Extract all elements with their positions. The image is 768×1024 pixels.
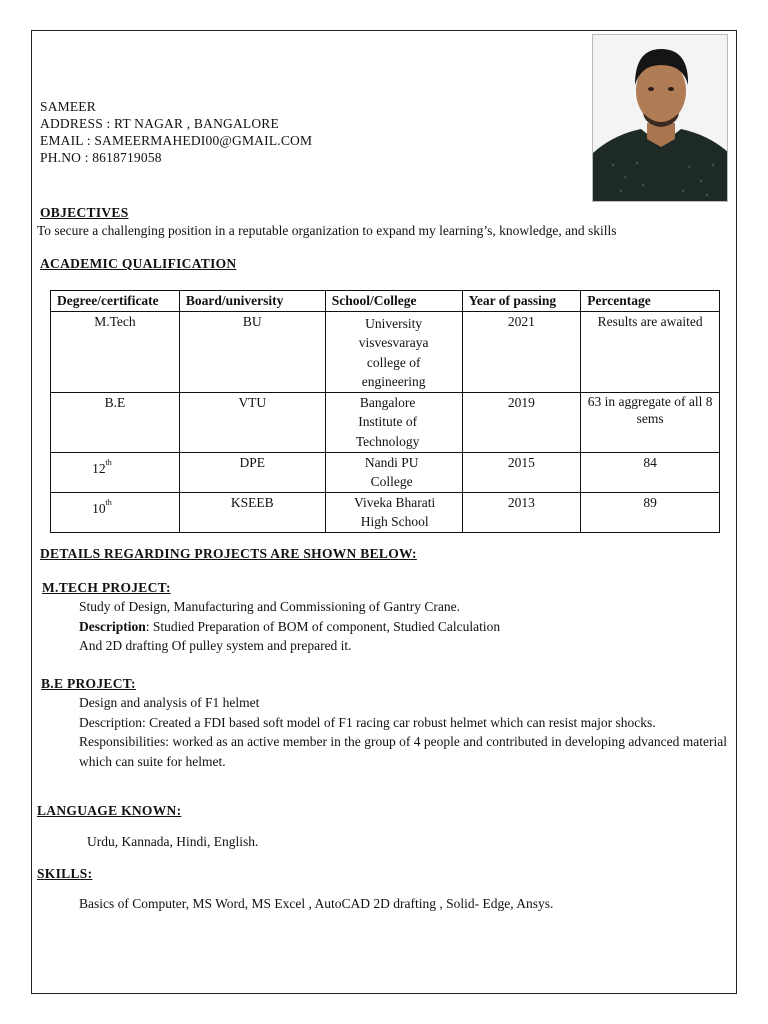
candidate-name: SAMEER bbox=[40, 99, 96, 114]
be-project-details bbox=[79, 693, 727, 771]
degree-cell bbox=[51, 452, 180, 492]
board-cell: VTU bbox=[179, 392, 325, 452]
degree-suffix: th bbox=[105, 497, 112, 507]
description-text: : Studied Preparation of BOM of component, Studied Calculation bbox=[145, 618, 501, 634]
academic-heading: ACADEMIC QUALIFICATION bbox=[40, 256, 237, 271]
degree-cell: M.Tech bbox=[51, 311, 180, 392]
column-header: Percentage bbox=[581, 291, 720, 312]
be-project-title: Design and analysis of F1 helmet bbox=[79, 695, 260, 710]
percentage-cell: 63 in aggregate of all 8 sems bbox=[581, 392, 720, 452]
school-cell: Nandi PU College bbox=[325, 452, 462, 492]
school-cell: University visvesvaraya college of engineering bbox=[325, 311, 462, 392]
degree-cell bbox=[51, 492, 180, 532]
person-portrait-icon bbox=[593, 35, 728, 202]
degree-number: 12 bbox=[92, 460, 106, 476]
projects-heading: DETAILS REGARDING PROJECTS ARE SHOWN BELOW: bbox=[40, 546, 417, 561]
board-cell: KSEEB bbox=[179, 492, 325, 532]
table-header-row bbox=[51, 291, 720, 312]
school-cell: Bangalore Institute of Technology bbox=[325, 392, 462, 452]
table-row bbox=[51, 452, 720, 492]
profile-photo bbox=[592, 34, 728, 202]
skills-text: Basics of Computer, MS Word, MS Excel , AutoCAD 2D drafting , Solid- Edge, Ansys. bbox=[79, 896, 554, 911]
email-line: EMAIL : SAMEERMAHEDI00@GMAIL.COM bbox=[40, 133, 313, 148]
degree-number: 10 bbox=[92, 500, 106, 516]
skills-heading: SKILLS: bbox=[37, 866, 93, 881]
objectives-heading: OBJECTIVES bbox=[40, 205, 129, 220]
year-cell: 2015 bbox=[462, 452, 581, 492]
address-line: ADDRESS : RT NAGAR , BANGALORE bbox=[40, 116, 279, 131]
contact-block bbox=[40, 98, 312, 166]
year-cell: 2013 bbox=[462, 492, 581, 532]
percentage-cell: 84 bbox=[581, 452, 720, 492]
column-header: Year of passing bbox=[462, 291, 581, 312]
column-header: Degree/certificate bbox=[51, 291, 180, 312]
year-cell: 2021 bbox=[462, 311, 581, 392]
degree-suffix: th bbox=[105, 457, 112, 467]
objectives-text: To secure a challenging position in a reputable organization to expand my learning’s, knowledge, and skills bbox=[37, 223, 617, 238]
languages-text: Urdu, Kannada, Hindi, English. bbox=[87, 834, 259, 849]
be-project-responsibilities: Responsibilities: worked as an active member in the group of 4 people and contributed in developing advanced material which can suite for helmet. bbox=[79, 734, 727, 769]
phone-line: PH.NO : 8618719058 bbox=[40, 150, 162, 165]
languages-heading: LANGUAGE KNOWN: bbox=[37, 803, 182, 818]
column-header: Board/university bbox=[179, 291, 325, 312]
table-row bbox=[51, 311, 720, 392]
mtech-project-title: Study of Design, Manufacturing and Commissioning of Gantry Crane. bbox=[79, 599, 460, 614]
percentage-cell: Results are awaited bbox=[581, 311, 720, 392]
board-cell: BU bbox=[179, 311, 325, 392]
description-label: Description bbox=[79, 618, 146, 634]
school-cell: Viveka Bharati High School bbox=[325, 492, 462, 532]
year-cell: 2019 bbox=[462, 392, 581, 452]
table-row bbox=[51, 392, 720, 452]
mtech-project-heading: M.TECH PROJECT: bbox=[42, 580, 171, 595]
mtech-project-description bbox=[79, 617, 727, 637]
be-project-heading: B.E PROJECT: bbox=[41, 676, 136, 691]
academic-qualification-table bbox=[50, 290, 720, 533]
board-cell: DPE bbox=[179, 452, 325, 492]
be-project-description: Description: Created a FDI based soft model of F1 racing car robust helmet which can resist major shocks. bbox=[79, 714, 656, 730]
percentage-cell: 89 bbox=[581, 492, 720, 532]
mtech-project-details bbox=[79, 597, 727, 656]
table-row bbox=[51, 492, 720, 532]
column-header: School/College bbox=[325, 291, 462, 312]
degree-cell: B.E bbox=[51, 392, 180, 452]
mtech-project-description-continued: And 2D drafting Of pulley system and prepared it. bbox=[79, 638, 352, 653]
